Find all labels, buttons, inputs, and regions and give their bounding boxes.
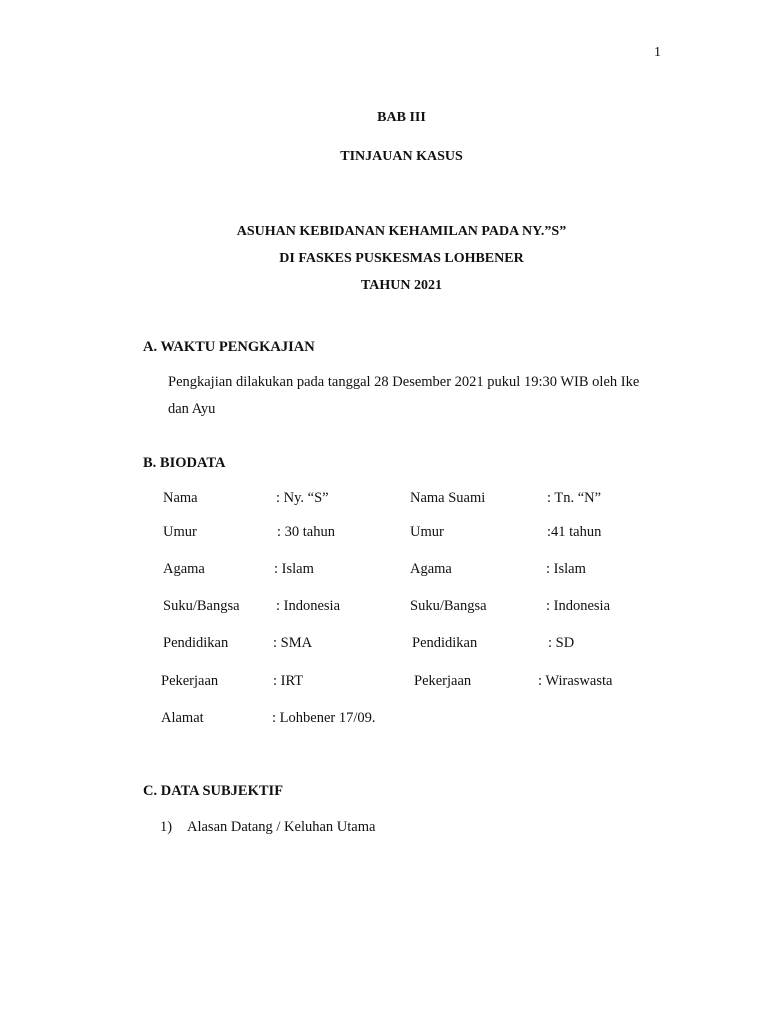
bio-label-pendidikan: Pendidikan	[163, 635, 229, 651]
section-c-heading: C. DATA SUBJEKTIF	[143, 783, 284, 799]
section-c-item-number: 1)	[160, 819, 173, 835]
bio-value-nama-suami: : Tn. “N”	[547, 490, 602, 506]
bio-value-suku-bangsa-suami: : Indonesia	[546, 598, 611, 614]
bio-value-agama-suami: : Islam	[546, 561, 586, 577]
case-title-line-3: TAHUN 2021	[360, 278, 443, 293]
bio-value-agama: : Islam	[274, 561, 314, 577]
page-number: 1	[654, 45, 661, 60]
section-a-text-line-1: Pengkajian dilakukan pada tanggal 28 Desember 2021 pukul 19:30 WIB oleh Ike	[168, 374, 640, 390]
chapter-number: BAB III	[377, 110, 426, 125]
bio-label-agama-suami: Agama	[410, 561, 452, 577]
bio-value-alamat: : Lohbener 17/09.	[272, 710, 376, 726]
bio-label-nama-suami: Nama Suami	[410, 490, 486, 506]
bio-label-suku-bangsa: Suku/Bangsa	[163, 598, 240, 614]
bio-value-pekerjaan-suami: : Wiraswasta	[538, 673, 613, 689]
bio-label-pekerjaan-suami: Pekerjaan	[414, 673, 472, 689]
bio-label-umur: Umur	[163, 524, 197, 540]
chapter-title: TINJAUAN KASUS	[340, 149, 463, 164]
case-title-line-2: DI FASKES PUSKESMAS LOHBENER	[279, 251, 524, 266]
bio-value-pekerjaan: : IRT	[273, 673, 304, 689]
bio-value-umur-suami: :41 tahun	[547, 524, 602, 540]
bio-label-pekerjaan: Pekerjaan	[161, 673, 219, 689]
bio-label-umur-suami: Umur	[410, 524, 444, 540]
bio-value-nama: : Ny. “S”	[276, 490, 329, 506]
bio-value-pendidikan: : SMA	[273, 635, 313, 651]
section-b-heading: B. BIODATA	[143, 455, 226, 471]
bio-label-agama: Agama	[163, 561, 205, 577]
section-c-item-text: Alasan Datang / Keluhan Utama	[187, 819, 376, 835]
section-a-text-line-2: dan Ayu	[168, 401, 216, 417]
bio-label-suku-bangsa-suami: Suku/Bangsa	[410, 598, 487, 614]
section-a-heading: A. WAKTU PENGKAJIAN	[143, 339, 315, 355]
bio-value-umur: : 30 tahun	[277, 524, 335, 540]
bio-label-alamat: Alamat	[161, 710, 204, 726]
bio-label-nama: Nama	[163, 490, 198, 506]
bio-value-suku-bangsa: : Indonesia	[276, 598, 341, 614]
case-title-line-1: ASUHAN KEBIDANAN KEHAMILAN PADA NY.”S”	[236, 224, 567, 239]
bio-value-pendidikan-suami: : SD	[548, 635, 575, 651]
bio-label-pendidikan-suami: Pendidikan	[412, 635, 478, 651]
